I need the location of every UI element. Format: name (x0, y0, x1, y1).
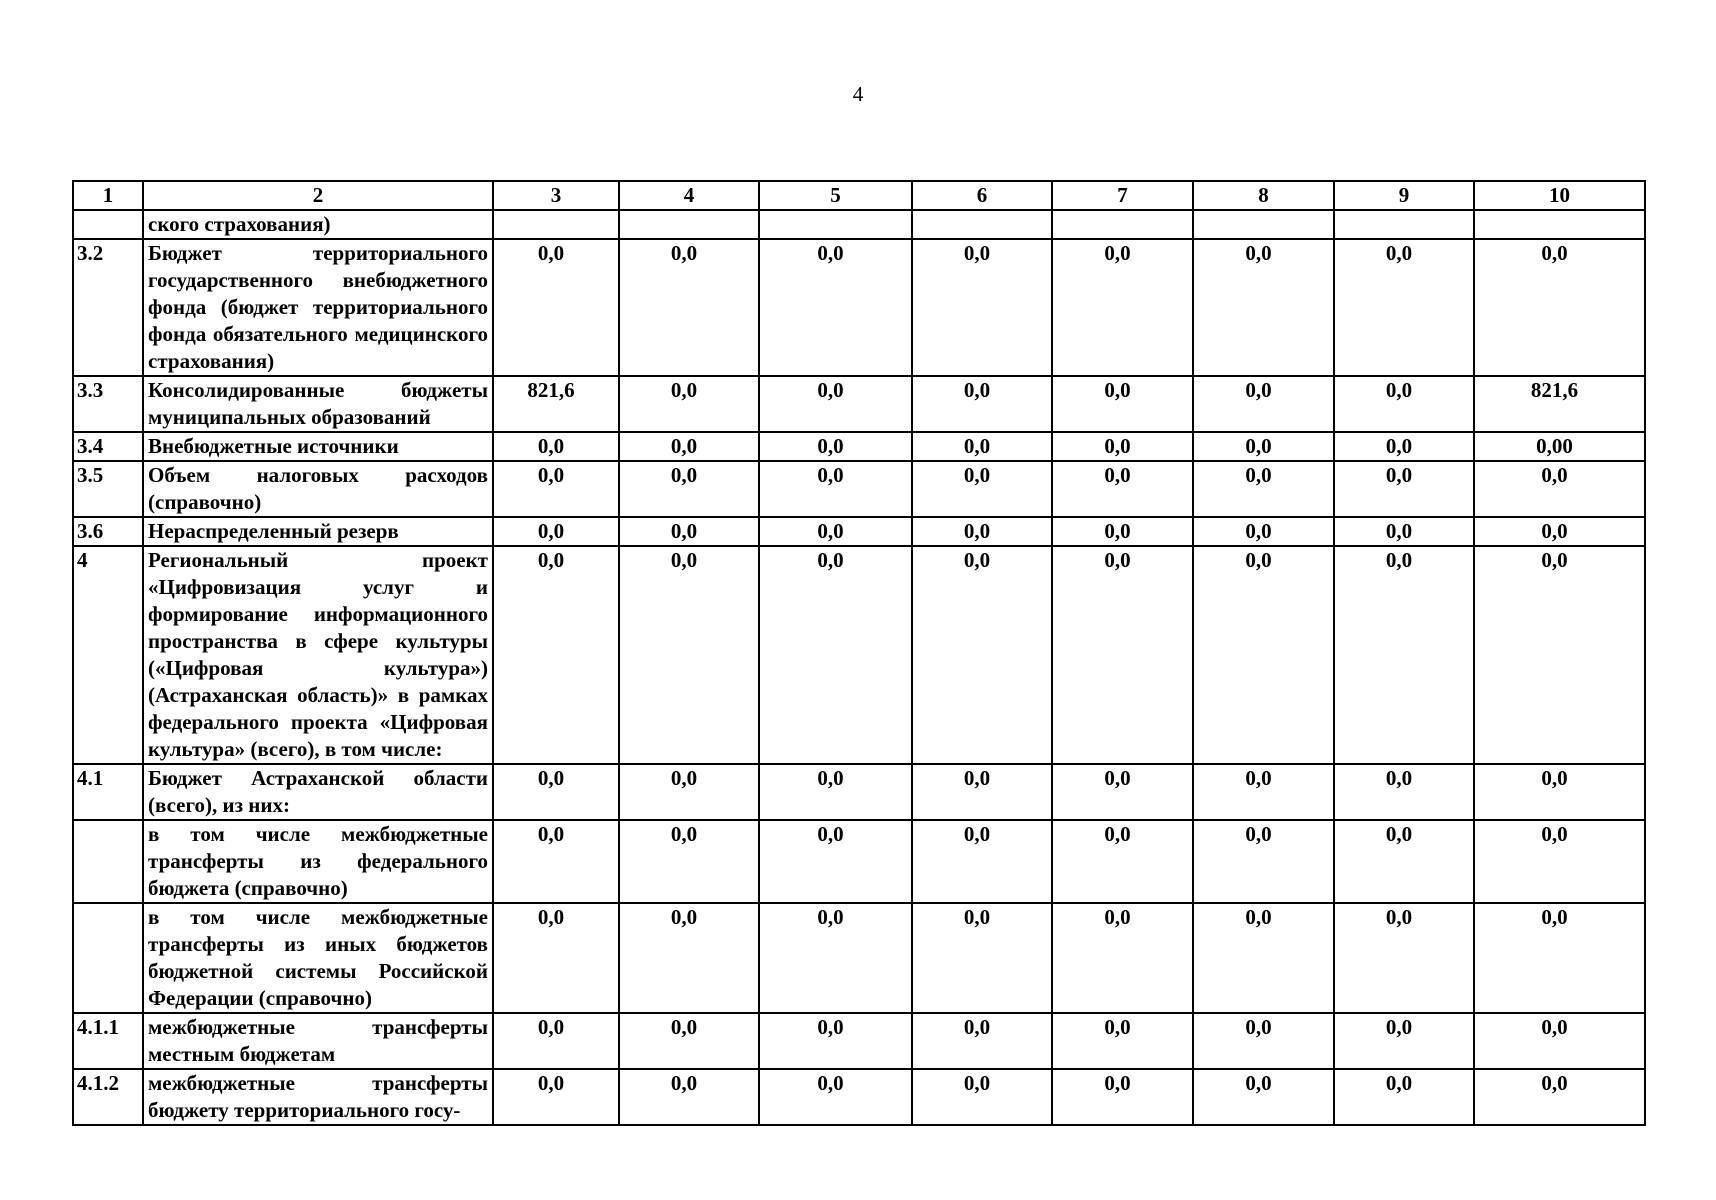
row-value-cell: 0,0 (759, 546, 912, 764)
row-code-cell: 3.4 (73, 432, 143, 461)
row-description-cell: в том числе межбюджетные трансферты из федерального бюджета (справочно) (143, 820, 493, 903)
row-value-cell: 0,0 (619, 820, 759, 903)
row-value-cell (1193, 210, 1334, 239)
row-value-cell: 0,0 (619, 1069, 759, 1125)
table-row (73, 376, 1645, 432)
row-value-cell: 0,0 (1052, 546, 1193, 764)
row-value-cell: 821,6 (493, 376, 619, 432)
row-value-cell: 0,0 (493, 903, 619, 1013)
row-value-cell: 0,0 (493, 820, 619, 903)
row-value-cell: 821,6 (1474, 376, 1645, 432)
table-body (73, 210, 1645, 1125)
row-value-cell: 0,0 (1193, 239, 1334, 376)
row-value-cell: 0,0 (1474, 239, 1645, 376)
row-value-cell: 0,0 (619, 239, 759, 376)
row-value-cell: 0,0 (759, 376, 912, 432)
row-value-cell: 0,0 (1193, 517, 1334, 546)
row-value-cell: 0,0 (1052, 432, 1193, 461)
row-value-cell: 0,0 (1052, 517, 1193, 546)
row-value-cell: 0,0 (759, 764, 912, 820)
row-value-cell: 0,0 (912, 517, 1052, 546)
table-row (73, 820, 1645, 903)
row-value-cell: 0,0 (912, 1069, 1052, 1125)
table-row (73, 210, 1645, 239)
row-value-cell: 0,00 (1474, 432, 1645, 461)
row-code-cell (73, 820, 143, 903)
row-value-cell: 0,0 (1052, 764, 1193, 820)
row-code-cell: 3.6 (73, 517, 143, 546)
column-header: 3 (493, 181, 619, 210)
table-row (73, 517, 1645, 546)
row-value-cell (1474, 210, 1645, 239)
table-row (73, 903, 1645, 1013)
row-description-cell: межбюджетные трансферты бюджету территориального госу- (143, 1069, 493, 1125)
row-value-cell: 0,0 (619, 764, 759, 820)
row-description-cell: Бюджет Астраханской области (всего), из них: (143, 764, 493, 820)
row-value-cell: 0,0 (1052, 820, 1193, 903)
row-value-cell: 0,0 (619, 1013, 759, 1069)
row-value-cell: 0,0 (912, 764, 1052, 820)
row-description-cell: Объем налоговых расходов (справочно) (143, 461, 493, 517)
row-value-cell: 0,0 (912, 432, 1052, 461)
row-value-cell: 0,0 (912, 903, 1052, 1013)
row-code-cell: 3.3 (73, 376, 143, 432)
row-value-cell: 0,0 (619, 461, 759, 517)
page-number: 4 (852, 82, 864, 106)
table-row (73, 1013, 1645, 1069)
column-header: 8 (1193, 181, 1334, 210)
row-value-cell: 0,0 (1193, 461, 1334, 517)
column-header: 5 (759, 181, 912, 210)
row-value-cell: 0,0 (759, 432, 912, 461)
row-value-cell (1334, 210, 1474, 239)
row-code-cell: 4.1.2 (73, 1069, 143, 1125)
row-value-cell: 0,0 (912, 376, 1052, 432)
row-value-cell: 0,0 (1193, 903, 1334, 1013)
row-value-cell: 0,0 (912, 461, 1052, 517)
row-value-cell: 0,0 (619, 903, 759, 1013)
row-value-cell: 0,0 (493, 432, 619, 461)
row-value-cell (619, 210, 759, 239)
table-row (73, 1069, 1645, 1125)
row-value-cell: 0,0 (619, 546, 759, 764)
row-value-cell: 0,0 (1052, 903, 1193, 1013)
column-header: 10 (1474, 181, 1645, 210)
table-row (73, 239, 1645, 376)
row-value-cell: 0,0 (1193, 1013, 1334, 1069)
row-value-cell: 0,0 (759, 903, 912, 1013)
row-value-cell: 0,0 (1193, 432, 1334, 461)
row-value-cell: 0,0 (1334, 1069, 1474, 1125)
row-value-cell (1052, 210, 1193, 239)
row-value-cell (912, 210, 1052, 239)
row-description-cell: Бюджет территориального государственного внебюджетного фонда (бюджет территориального фонда обязательного медицинского страхования) (143, 239, 493, 376)
row-value-cell: 0,0 (759, 1013, 912, 1069)
column-header: 1 (73, 181, 143, 210)
row-value-cell: 0,0 (1334, 432, 1474, 461)
row-code-cell: 3.2 (73, 239, 143, 376)
row-value-cell: 0,0 (493, 764, 619, 820)
row-value-cell: 0,0 (1193, 376, 1334, 432)
column-header: 9 (1334, 181, 1474, 210)
row-value-cell: 0,0 (912, 820, 1052, 903)
row-value-cell: 0,0 (1193, 820, 1334, 903)
row-value-cell: 0,0 (759, 517, 912, 546)
row-description-cell: межбюджетные трансферты местным бюджетам (143, 1013, 493, 1069)
table-row (73, 546, 1645, 764)
row-value-cell: 0,0 (1334, 764, 1474, 820)
budget-table (72, 180, 1646, 1126)
row-value-cell: 0,0 (1474, 1013, 1645, 1069)
row-value-cell: 0,0 (1334, 239, 1474, 376)
row-value-cell: 0,0 (759, 820, 912, 903)
row-value-cell: 0,0 (1474, 461, 1645, 517)
row-value-cell: 0,0 (493, 517, 619, 546)
column-header: 4 (619, 181, 759, 210)
row-value-cell: 0,0 (912, 546, 1052, 764)
row-value-cell: 0,0 (1052, 461, 1193, 517)
table-row (73, 461, 1645, 517)
row-value-cell: 0,0 (1334, 820, 1474, 903)
row-value-cell: 0,0 (493, 1069, 619, 1125)
header-row (73, 181, 1645, 210)
row-description-cell: Региональный проект «Цифровизация услуг и формирование информационного пространства в сфере культуры («Цифровая культура») (Астраханская область)» в рамках федерального проекта «Цифровая культура» (всего), в том числе: (143, 546, 493, 764)
row-value-cell: 0,0 (493, 546, 619, 764)
row-description-cell: ского страхования) (143, 210, 493, 239)
row-value-cell: 0,0 (1052, 376, 1193, 432)
row-description-cell: в том числе межбюджетные трансферты из иных бюджетов бюджетной системы Российской Федерации (справочно) (143, 903, 493, 1013)
row-value-cell: 0,0 (759, 461, 912, 517)
row-value-cell: 0,0 (1334, 376, 1474, 432)
row-value-cell: 0,0 (493, 239, 619, 376)
row-value-cell: 0,0 (1474, 517, 1645, 546)
row-code-cell (73, 210, 143, 239)
row-value-cell: 0,0 (619, 376, 759, 432)
row-code-cell: 3.5 (73, 461, 143, 517)
row-value-cell: 0,0 (1193, 1069, 1334, 1125)
row-value-cell: 0,0 (759, 239, 912, 376)
row-value-cell: 0,0 (1052, 1013, 1193, 1069)
row-value-cell: 0,0 (1474, 546, 1645, 764)
row-value-cell: 0,0 (619, 432, 759, 461)
row-value-cell: 0,0 (1334, 461, 1474, 517)
row-value-cell (493, 210, 619, 239)
row-value-cell: 0,0 (1052, 1069, 1193, 1125)
row-value-cell: 0,0 (1052, 239, 1193, 376)
row-value-cell: 0,0 (1334, 517, 1474, 546)
row-value-cell: 0,0 (912, 239, 1052, 376)
row-value-cell: 0,0 (619, 517, 759, 546)
row-value-cell: 0,0 (1474, 1069, 1645, 1125)
row-description-cell: Внебюджетные источники (143, 432, 493, 461)
row-description-cell: Нераспределенный резерв (143, 517, 493, 546)
row-value-cell: 0,0 (1474, 820, 1645, 903)
row-value-cell: 0,0 (912, 1013, 1052, 1069)
row-value-cell: 0,0 (1334, 1013, 1474, 1069)
row-value-cell: 0,0 (1193, 764, 1334, 820)
row-value-cell: 0,0 (1334, 903, 1474, 1013)
column-header: 7 (1052, 181, 1193, 210)
table-row (73, 432, 1645, 461)
row-value-cell: 0,0 (1334, 546, 1474, 764)
column-header: 2 (143, 181, 493, 210)
row-code-cell: 4 (73, 546, 143, 764)
table-row (73, 764, 1645, 820)
row-value-cell (759, 210, 912, 239)
row-code-cell (73, 903, 143, 1013)
row-value-cell: 0,0 (493, 461, 619, 517)
row-code-cell: 4.1.1 (73, 1013, 143, 1069)
row-value-cell: 0,0 (759, 1069, 912, 1125)
row-code-cell: 4.1 (73, 764, 143, 820)
row-value-cell: 0,0 (493, 1013, 619, 1069)
column-header: 6 (912, 181, 1052, 210)
row-value-cell: 0,0 (1474, 903, 1645, 1013)
row-value-cell: 0,0 (1474, 764, 1645, 820)
row-description-cell: Консолидированные бюджеты муниципальных образований (143, 376, 493, 432)
row-value-cell: 0,0 (1193, 546, 1334, 764)
